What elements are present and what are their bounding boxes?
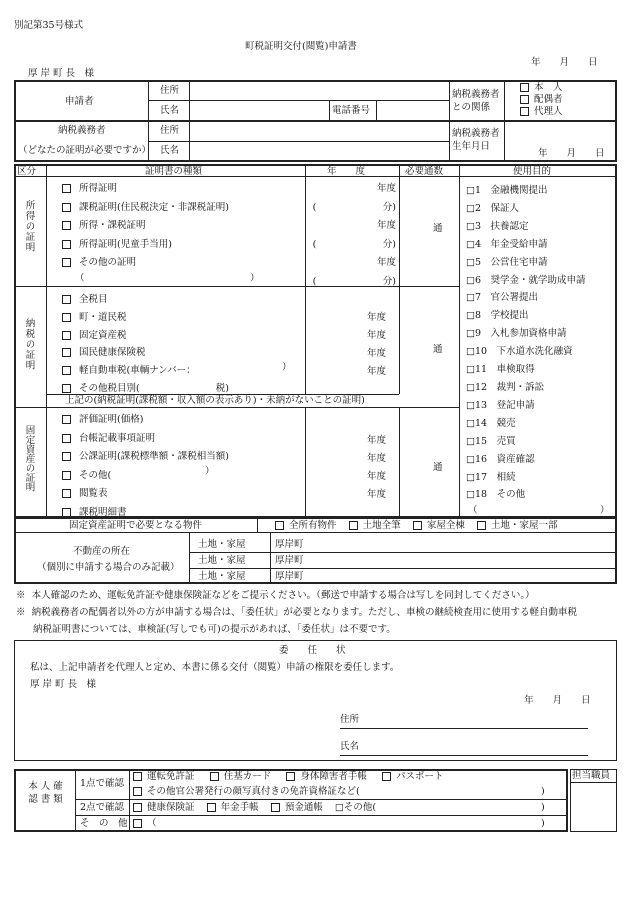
year-field[interactable]: ( 分) xyxy=(312,201,396,213)
delegation-addressee: 厚 岸 町 長 様 xyxy=(30,679,97,690)
row2-label: 2点で確認 xyxy=(80,802,125,813)
list-item[interactable]: □16 資産確認 xyxy=(466,453,535,465)
checkbox[interactable] xyxy=(62,489,71,498)
year-field[interactable]: 年度 xyxy=(366,348,386,359)
year-field[interactable]: 年度 xyxy=(376,183,396,194)
location-type: 土地・家屋 xyxy=(198,539,246,550)
tax-years xyxy=(310,309,386,381)
needed-all[interactable]: 全所有物件 xyxy=(275,520,337,531)
checkbox[interactable] xyxy=(210,772,219,781)
form-number: 別記第35号様式 xyxy=(14,20,84,31)
col-kubun: 区分 xyxy=(17,166,37,177)
list-item[interactable]: 公課証明(課税標準額・課税相当額) xyxy=(62,448,229,467)
year-field[interactable]: 年度 xyxy=(366,435,386,446)
taxpayer-name-label: 氏名 xyxy=(160,145,180,156)
location-type: 土地・家屋 xyxy=(198,555,246,566)
list-item[interactable]: □8 学校提出 xyxy=(466,310,529,322)
delegation-date[interactable]: 年 月 日 xyxy=(524,695,591,706)
list-item[interactable]: □2 保証人 xyxy=(466,202,520,214)
checkbox[interactable] xyxy=(62,384,71,393)
needed-label: 固定資産証明で必要となる物件 xyxy=(69,520,203,531)
income-copies[interactable]: 通 xyxy=(433,223,443,234)
list-item[interactable]: 課税明細書 xyxy=(62,504,229,523)
list-item[interactable]: 課税証明(住民税決定・非課税証明) xyxy=(62,199,229,218)
list-item[interactable]: 評価証明(価格) xyxy=(62,411,229,430)
list-item[interactable]: その他の証明 xyxy=(62,254,229,273)
vehicle-close: ） xyxy=(282,362,292,373)
list-item[interactable]: 所得証明 xyxy=(62,180,229,199)
year-field[interactable]: 年度 xyxy=(366,453,386,464)
staff-label: 担当職員 xyxy=(572,770,611,781)
addressee: 厚 岸 町 長 様 xyxy=(28,68,95,79)
id-option[interactable]: 年金手帳 xyxy=(207,802,259,813)
applicant-address-label: 住所 xyxy=(160,85,180,96)
note: 納税証明書については、車検証(写しでも可)の提示があれば、「委任状」は不要です。 xyxy=(33,624,396,635)
location-town[interactable]: 厚岸町 xyxy=(275,571,304,582)
checkbox[interactable] xyxy=(62,258,71,267)
list-item[interactable]: □12 裁判・訴訟 xyxy=(466,381,545,393)
list-item[interactable]: 閲覧表 xyxy=(62,485,229,504)
row3-label: そ の 他 xyxy=(80,818,128,829)
tax-items xyxy=(62,291,229,398)
delegation-body: 私は、上記申請者を代理人と定め、本書に係る交付（閲覧）申請の権限を委任します。 xyxy=(30,662,400,673)
id-option[interactable]: 預金通帳 xyxy=(271,802,323,813)
list-item[interactable]: □11 車検取得 xyxy=(466,364,535,376)
checkbox[interactable] xyxy=(133,787,142,796)
list-item[interactable]: □3 扶養認定 xyxy=(466,220,529,232)
id-option[interactable]: 運転免許証 xyxy=(133,771,195,782)
id-option[interactable]: 住基カード xyxy=(210,771,272,782)
taxpayer-name-field[interactable] xyxy=(190,142,448,161)
checkbox[interactable] xyxy=(271,803,280,812)
paren-close: ) xyxy=(541,802,545,813)
list-item[interactable]: □15 売買 xyxy=(466,435,516,447)
tax-note: 上記の(納税証明(課税額・収入額の表示あり)・未納がないことの証明) xyxy=(65,395,365,406)
header-date[interactable]: 年 月 日 xyxy=(531,57,598,68)
list-item[interactable]: 町・道民税 xyxy=(62,309,229,327)
checkbox[interactable] xyxy=(62,203,71,212)
list-item[interactable]: □10 下水道水洗化融資 xyxy=(466,346,573,358)
checkbox[interactable] xyxy=(62,434,71,443)
year-field[interactable]: 年度 xyxy=(366,312,386,323)
id-option[interactable]: パスポート xyxy=(382,771,444,782)
location-type: 土地・家屋 xyxy=(198,571,246,582)
relation-self[interactable]: 本 人 xyxy=(520,82,563,94)
form-title: 町税証明交付(閲覧)申請書 xyxy=(245,41,357,52)
checkbox[interactable] xyxy=(520,83,529,92)
checkbox[interactable] xyxy=(286,772,295,781)
year-field[interactable]: 年度 xyxy=(366,366,386,377)
list-item[interactable]: □1 金融機関提出 xyxy=(466,185,548,196)
list-item[interactable]: 国民健康保険税 xyxy=(62,344,229,362)
year-field[interactable]: 年度 xyxy=(366,489,386,500)
checkbox[interactable] xyxy=(275,521,284,530)
checkbox[interactable] xyxy=(382,772,391,781)
delegation-title: 委 任 状 xyxy=(279,645,346,656)
delegation-name-label: 氏名 xyxy=(340,741,360,752)
list-item[interactable]: 所得証明(児童手当用) xyxy=(62,236,229,255)
checkbox[interactable] xyxy=(520,107,529,116)
applicant-address-field[interactable] xyxy=(190,82,448,99)
property-other-close: ） xyxy=(205,466,215,477)
property-years xyxy=(310,432,386,504)
tax-section-label: 納税の証明 xyxy=(23,318,35,371)
checkbox[interactable] xyxy=(133,772,142,781)
checkbox[interactable] xyxy=(62,295,71,304)
list-item[interactable]: □7 官公署提出 xyxy=(466,292,539,304)
list-item[interactable]: □5 公営住宅申請 xyxy=(466,256,548,268)
checkbox[interactable] xyxy=(62,331,71,340)
id-option[interactable]: 身体障害者手帳 xyxy=(286,771,367,782)
paren-close: ) xyxy=(541,786,545,797)
id-check-label: 本人確認書類 xyxy=(28,781,66,805)
needed-land[interactable]: 土地全筆 xyxy=(349,520,401,531)
checkbox[interactable] xyxy=(62,348,71,357)
checkbox[interactable] xyxy=(133,803,142,812)
income-other-open: （ xyxy=(75,273,85,284)
location-label: 不動産の所在 xyxy=(73,546,131,557)
relation-label: 納税義務者 との関係 xyxy=(452,89,500,113)
applicant-name-field[interactable] xyxy=(190,101,328,119)
checkbox[interactable] xyxy=(207,803,216,812)
taxpayer-address-label: 住所 xyxy=(160,125,180,136)
year-field[interactable]: 年度 xyxy=(366,330,386,341)
list-item[interactable]: 所得・課税証明 xyxy=(62,217,229,236)
checkbox[interactable] xyxy=(62,452,71,461)
location-town[interactable]: 厚岸町 xyxy=(275,539,304,550)
note: ※ 納税義務者の配偶者以外の方が申請する場合は、「委任状」が必要となります。ただし、車検の継続検査用に使用する軽自動車税 xyxy=(16,607,578,618)
phone-label: 電話番号 xyxy=(332,105,371,116)
checkbox[interactable] xyxy=(133,819,142,828)
year-field[interactable]: 年度 xyxy=(376,220,396,231)
year-field[interactable]: 年度 xyxy=(376,257,396,268)
checkbox[interactable] xyxy=(62,313,71,322)
checkbox[interactable] xyxy=(413,521,422,530)
property-section-label: 固定資産の証明 xyxy=(23,425,35,492)
applicant-name-label: 氏名 xyxy=(160,105,180,116)
note: ※ 本人確認のため、運転免許証や健康保険証などをご提示ください。（郵送で申請する場合は写しを同封してください。） xyxy=(16,590,535,601)
checkbox[interactable] xyxy=(62,184,71,193)
checkbox[interactable] xyxy=(62,240,71,249)
checkbox[interactable] xyxy=(62,221,71,230)
year-field[interactable]: 年度 xyxy=(366,471,386,482)
checkbox[interactable] xyxy=(62,471,71,480)
list-item[interactable]: □4 年金受給申請 xyxy=(466,238,548,250)
relation-options xyxy=(520,82,563,118)
col-copies: 必要通数 xyxy=(405,166,444,177)
list-item[interactable]: 全税目 xyxy=(62,291,229,309)
relation-agent[interactable]: 代理人 xyxy=(520,106,563,118)
purpose-list xyxy=(466,182,586,504)
row3-other[interactable]: （ xyxy=(133,818,157,829)
relation-spouse[interactable]: 配偶者 xyxy=(520,94,563,106)
taxpayer-sublabel: （どなたの証明が必要ですか） xyxy=(18,145,152,156)
birth-date-field[interactable]: 年 月 日 xyxy=(538,148,605,159)
income-other-close: ） xyxy=(250,273,260,284)
location-town[interactable]: 厚岸町 xyxy=(275,555,304,566)
id-option[interactable]: □その他( xyxy=(334,802,377,813)
col-purpose: 使用目的 xyxy=(513,166,552,177)
list-item[interactable]: その他( xyxy=(62,467,229,486)
needed-house[interactable]: 家屋全棟 xyxy=(413,520,465,531)
list-item[interactable]: その他税目別( 税) xyxy=(62,380,229,398)
list-item[interactable]: □6 奨学金・就学助成申請 xyxy=(466,274,586,286)
row2-options xyxy=(133,802,376,813)
col-year: 年 度 xyxy=(327,166,366,177)
list-item[interactable]: □17 相続 xyxy=(466,471,516,483)
checkbox[interactable] xyxy=(477,521,486,530)
list-item[interactable]: □9 入札参加資格申請 xyxy=(466,328,567,340)
tax-copies[interactable]: 通 xyxy=(433,344,443,355)
taxpayer-address-field[interactable] xyxy=(190,122,448,140)
id-option[interactable]: 健康保険証 xyxy=(133,802,195,813)
needed-partial[interactable]: 土地・家屋一部 xyxy=(477,520,558,531)
taxpayer-label: 納税義務者 xyxy=(58,125,106,136)
income-items xyxy=(62,180,229,273)
paren-close: ) xyxy=(541,818,545,829)
property-items xyxy=(62,411,229,522)
address-line[interactable] xyxy=(340,728,588,729)
list-item[interactable]: 軽自動車税(車輌ナンバー： xyxy=(62,362,229,380)
checkbox[interactable] xyxy=(62,415,71,424)
list-item[interactable]: □13 登記申請 xyxy=(466,399,535,411)
needed-options xyxy=(275,520,557,531)
applicant-label: 申請者 xyxy=(65,96,94,107)
purpose-other-open: （ xyxy=(468,505,478,516)
location-sublabel: （個別に申請する場合のみ記載） xyxy=(37,562,180,573)
checkbox[interactable] xyxy=(62,508,71,517)
row1-options xyxy=(133,771,444,782)
checkbox[interactable] xyxy=(62,366,71,375)
checkbox[interactable] xyxy=(520,95,529,104)
row1-label: 1点で確認 xyxy=(80,778,125,789)
income-section-label: 所得の証明 xyxy=(23,200,35,253)
col-kind: 証明書の種類 xyxy=(145,166,203,177)
list-item[interactable]: 台帳記載事項証明 xyxy=(62,430,229,449)
birth-label: 納税義務者 生年月日 xyxy=(452,128,500,152)
delegation-address-label: 住所 xyxy=(340,714,360,725)
purpose-other-close: ） xyxy=(600,505,610,516)
list-item[interactable]: □14 競売 xyxy=(466,417,516,429)
year-field[interactable]: ( 分) xyxy=(312,275,396,287)
checkbox[interactable] xyxy=(349,521,358,530)
income-years xyxy=(310,180,396,291)
list-item[interactable]: □18 その他 xyxy=(466,489,526,501)
year-field[interactable]: ( 分) xyxy=(312,238,396,250)
name-line[interactable] xyxy=(340,755,588,756)
list-item[interactable]: 固定資産税 xyxy=(62,327,229,345)
row1-other[interactable]: その他官公署発行の顔写真付きの免許資格証など( xyxy=(133,786,360,797)
property-copies[interactable]: 通 xyxy=(433,462,443,473)
phone-field[interactable] xyxy=(377,101,448,119)
